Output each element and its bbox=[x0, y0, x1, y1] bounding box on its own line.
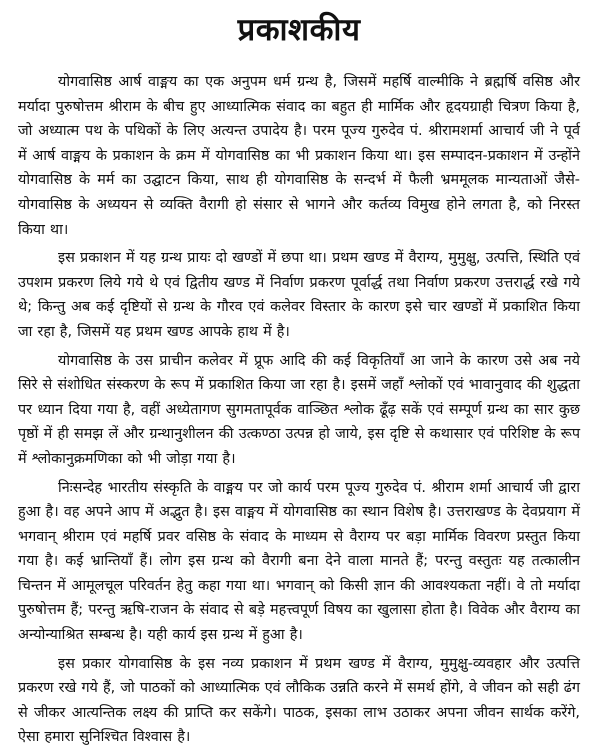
paragraph-5: इस प्रकार योगवासिष्ठ के इस नव्य प्रकाशन में प्रथम खण्ड में वैराग्य, मुमुक्षु-व्यवहार और उत्पत्ति प्रकरण रखे गये हैं, जो पाठकों को आध्यात्मिक एवं लौकिक उन्नति करने में समर्थ होंगे, वे जीवन को सही ढंग से जीकर आत्यन्तिक लक्ष्य की प्राप्ति कर सकेंगे। पाठक, इसका लाभ उठाकर अपना जीवन सार्थक करेंगे, ऐसा हमारा सुनिश्चित विश्वास है। bbox=[18, 655, 580, 746]
page-title: प्रकाशकीय bbox=[237, 12, 361, 48]
paragraph-4: निःसन्देह भारतीय संस्कृति के वाङ्मय पर जो कार्य परम पूज्य गुरुदेव पं. श्रीराम शर्मा आचार्य जी द्वारा हुआ है। वह अपने आप में अद्भुत है। इस वाङ्मय में योगवासिष्ठ का स्थान विशेष है। उत्तराखण्ड के देवप्रयाग में भगवान् श्रीराम एवं महर्षि प्रवर वसिष्ठ के संवाद के माध्यम से वैराग्य पर बड़ा मार्मिक विवरण प्रस्तुत किया गया है। कई भ्रान्तियाँ हैं। लोग इस ग्रन्थ को वैरागी बना देने वाला मानते हैं; परन्तु वस्तुतः यह तत्कालीन चिन्तन में आमूलचूल परिवर्तन हेतु कहा गया था। भगवान् को किसी ज्ञान की आवश्यकता नहीं। वे तो मर्यादा पुरुषोत्तम हैं; परन्तु ऋषि-राजन के संवाद से बड़े महत्त्वपूर्ण विषय का खुलासा होता है। विवेक और वैराग्य का अन्योन्याश्रित सम्बन्ध है। यही कार्य इस ग्रन्थ में हुआ है। bbox=[18, 479, 580, 644]
paragraph-3: योगवासिष्ठ के उस प्राचीन कलेवर में प्रूफ आदि की कई विकृतियाँ आ जाने के कारण उसे अब नये सिरे से संशोधित संस्करण के रूप में प्रकाशित किया जा रहा है। इसमें जहाँ श्लोकों एवं भावानुवाद की शुद्धता पर ध्यान दिया गया है, वहीं अध्येतागण सुगमतापूर्वक वाञ्छित श्लोक ढूँढ़ सकें एवं सम्पूर्ण ग्रन्थ का सार कुछ पृष्ठों में ही समझ लें और ग्रन्थानुशीलन की उत्कण्ठा उत्पन्न हो जाये, इस दृष्टि से कथासार एवं परिशिष्ट के रूप में श्लोकानुक्रमणिका को भी जोड़ा गया है। bbox=[18, 352, 580, 467]
paragraph-1: योगवासिष्ठ आर्ष वाङ्मय का एक अनुपम धर्म ग्रन्थ है, जिसमें महर्षि वाल्मीकि ने ब्रह्मर्षि वसिष्ठ और मर्यादा पुरुषोत्तम श्रीराम के बीच हुए आध्यात्मिक संवाद का बहुत ही मार्मिक और हृदयग्राही चित्रण किया है, जो अध्यात्म पथ के पथिकों के लिए अत्यन्त उपादेय है। परम पूज्य गुरुदेव पं. श्रीरामशर्मा आचार्य जी ने पूर्व में आर्ष वाङ्मय के प्रकाशन के क्रम में योगवासिष्ठ का भी प्रकाशन किया था। इस सम्पादन-प्रकाशन में उन्होंने योगवासिष्ठ के मर्म का उद्घाटन किया, साथ ही योगवासिष्ठ के सन्दर्भ में फैली भ्रममूलक मान्यताओं जैसे-योगवासिष्ठ के अध्ययन से व्यक्ति वैरागी हो संसार से भागने और कर्तव्य विमुख होने लगता है, को निरस्त किया था। bbox=[18, 74, 580, 238]
paragraph-2: इस प्रकाशन में यह ग्रन्थ प्रायः दो खण्डों में छपा था। प्रथम खण्ड में वैराग्य, मुमुक्षु, उत्पत्ति, स्थिति एवं उपशम प्रकरण लिये गये थे एवं द्वितीय खण्ड में निर्वाण प्रकरण पूर्वार्द्ध तथा निर्वाण प्रकरण उत्तरार्द्ध रखे गये थे; किन्तु अब कई दृष्टियों से ग्रन्थ के गौरव एवं कलेवर विस्तार के कारण इसे चार खण्डों में प्रकाशित किया जा रहा है, जिसमें यह प्रथम खण्ड आपके हाथ में है। bbox=[18, 250, 580, 340]
